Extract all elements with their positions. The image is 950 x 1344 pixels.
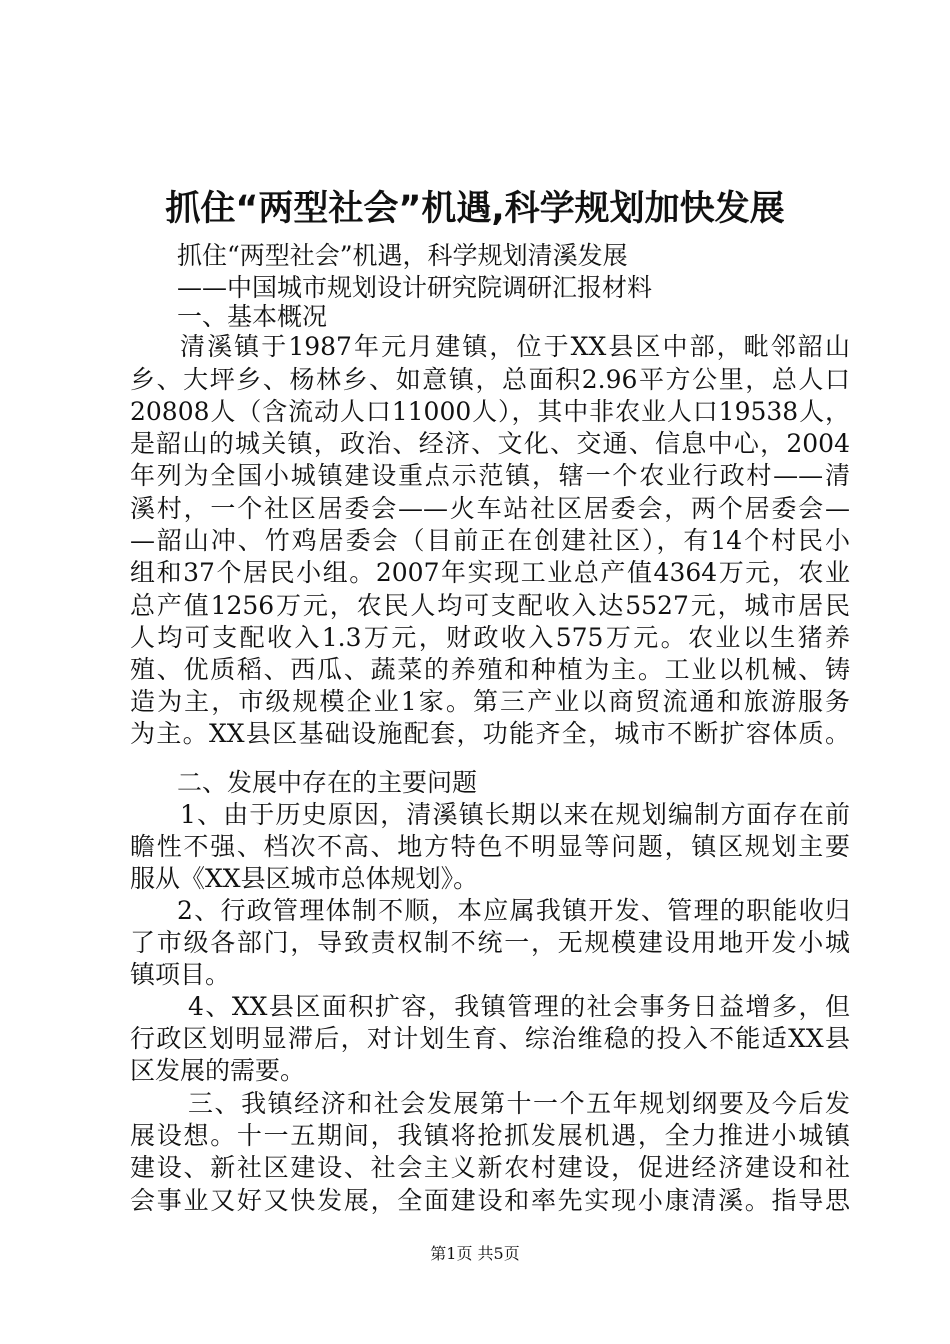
paragraph-line: 溪村，一个社区居委会——火车站社区居委会，两个居委会— <box>130 494 850 523</box>
paragraph-line: 镇项目。 <box>130 960 231 989</box>
paragraph-line: 总产值1256万元，农民人均可支配收入达5527元，城市居民 <box>130 591 850 620</box>
section-heading: 二、发展中存在的主要问题 <box>177 768 478 797</box>
subtitle-source-line: ——中国城市规划设计研究院调研汇报材料 <box>177 273 653 302</box>
paragraph-line: 建设、新社区建设、社会主义新农村建设，促进经济建设和社 <box>130 1153 850 1182</box>
paragraph-line: 人均可支配收入1.3万元，财政收入575万元。农业以生猪养 <box>130 623 850 652</box>
paragraph-line: 瞻性不强、档次不高、地方特色不明显等问题，镇区规划主要 <box>130 832 850 861</box>
paragraph-line: 20808人（含流动人口11000人），其中非农业人口19538人， <box>130 397 850 426</box>
paragraph-line: 会事业又好又快发展，全面建设和率先实现小康清溪。指导思 <box>130 1186 850 1215</box>
paragraph-line: 了市级各部门，导致责权制不统一，无规模建设用地开发小城 <box>130 928 850 957</box>
paragraph-line: 清溪镇于1987年元月建镇，位于XX县区中部，毗邻韶山 <box>180 332 850 361</box>
paragraph-line: 三、我镇经济和社会发展第十一个五年规划纲要及今后发 <box>188 1089 850 1118</box>
section-heading: 一、基本概况 <box>177 302 328 331</box>
paragraph-line: 服从《XX县区城市总体规划》。 <box>130 864 479 893</box>
paragraph-line: 年列为全国小城镇建设重点示范镇，辖一个农业行政村——清 <box>130 461 850 490</box>
page-number: 第1页 共5页 <box>430 1244 520 1263</box>
paragraph-line: 为主。XX县区基础设施配套，功能齐全，城市不断扩容体质。 <box>130 719 850 748</box>
paragraph-line: 组和37个居民小组。2007年实现工业总产值4364万元，农业 <box>130 558 850 587</box>
paragraph-line: 4、XX县区面积扩容，我镇管理的社会事务日益增多，但 <box>188 992 850 1021</box>
paragraph-line: 行政区划明显滞后，对计划生育、综治维稳的投入不能适XX县 <box>130 1024 850 1053</box>
paragraph-line: 区发展的需要。 <box>130 1056 306 1085</box>
document-title: 抓住“两型社会”机遇,科学规划加快发展 <box>165 189 785 229</box>
paragraph-line: —韶山冲、竹鸡居委会（目前正在创建社区），有14个村民小 <box>130 526 850 555</box>
subtitle-line: 抓住“两型社会”机遇，科学规划清溪发展 <box>177 241 628 270</box>
paragraph-line: 是韶山的城关镇，政治、经济、文化、交通、信息中心，2004 <box>130 429 850 458</box>
paragraph-line: 造为主，市级规模企业1家。第三产业以商贸流通和旅游服务 <box>130 687 850 716</box>
paragraph-line: 殖、优质稻、西瓜、蔬菜的养殖和种植为主。工业以机械、铸 <box>130 655 850 684</box>
paragraph-line: 1、由于历史原因，清溪镇长期以来在规划编制方面存在前 <box>180 800 850 829</box>
paragraph-line: 乡、大坪乡、杨林乡、如意镇，总面积2.96平方公里，总人口 <box>130 365 850 394</box>
paragraph-line: 展设想。十一五期间，我镇将抢抓发展机遇，全力推进小城镇 <box>130 1121 850 1150</box>
paragraph-line: 2、行政管理体制不顺，本应属我镇开发、管理的职能收归 <box>177 896 850 925</box>
